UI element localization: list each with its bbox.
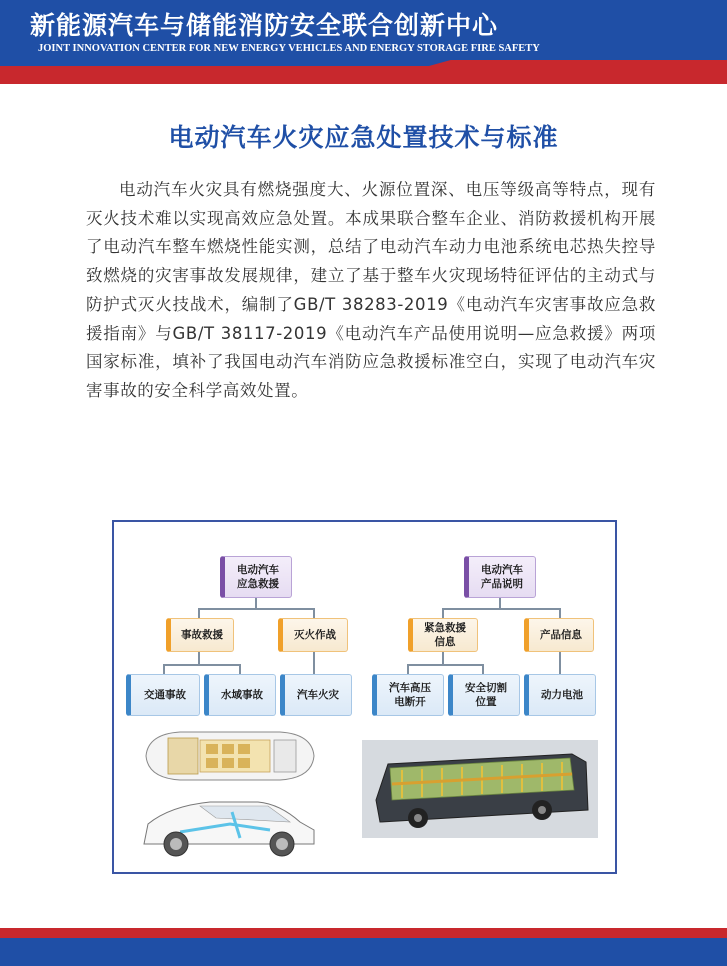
connector — [313, 652, 315, 674]
connector — [198, 652, 200, 664]
connector — [482, 664, 484, 674]
node-power-battery — [524, 674, 596, 716]
node-traffic-accident — [126, 674, 200, 716]
node-ev-emergency-rescue — [220, 556, 292, 598]
node-emergency-info — [408, 618, 478, 652]
car-illustration-svg — [140, 726, 318, 866]
connector — [255, 598, 257, 608]
node-label: 交通事故 — [144, 689, 186, 701]
connector — [442, 608, 444, 618]
node-label: 动力电池 — [541, 689, 583, 701]
connector — [313, 608, 315, 618]
connector — [407, 664, 483, 666]
node-label: 产品信息 — [540, 629, 582, 641]
footer-red-stripe — [0, 928, 727, 938]
connector — [407, 664, 409, 674]
node-ev-product-manual — [464, 556, 536, 598]
connector — [442, 608, 560, 610]
car-structure-illustration — [140, 726, 318, 866]
body-paragraph-text: 电动汽车火灾具有燃烧强度大、火源位置深、电压等级高等特点，现有灭火技术难以实现高效应急处置。本成果联合整车企业、消防救援机构开展了电动汽车整车燃烧性能实测，总结了电动汽车动力电池系统电芯热失控导致燃烧的灾害事故发展规律，建立了基于整车火灾现场特征评估的主动式与防护式灭火技战术，编制了GB/T 38283-2019《电动汽车灾害事故应急救援指南》与GB/T 38117-2019《电动汽车产品使用说明—应急救援》两项国家标准，填补了我国电动汽车消防应急救援标准空白，实现了电动汽车灾害事故的安全科学高效处置。 — [86, 180, 656, 400]
node-label: 电动汽车 产品说明 — [481, 564, 523, 590]
connector — [163, 664, 240, 666]
header-banner — [0, 0, 727, 66]
node-firefighting — [278, 618, 348, 652]
connector — [198, 608, 314, 610]
connector — [198, 608, 200, 618]
node-label: 安全切割 位置 — [465, 682, 507, 708]
header-title: 新能源汽车与储能消防安全联合创新中心 — [30, 11, 499, 40]
node-accident-rescue — [166, 618, 234, 652]
header-subtitle: JOINT INNOVATION CENTER FOR NEW ENERGY VEHICLES AND ENERGY STORAGE FIRE SAFETY — [38, 43, 540, 54]
node-label: 电动汽车 应急救援 — [237, 564, 279, 590]
figure-panel — [112, 520, 617, 874]
header-red-stripe — [0, 66, 727, 84]
node-vehicle-fire — [280, 674, 352, 716]
node-label: 汽车高压 电断开 — [389, 682, 431, 708]
connector — [163, 664, 165, 674]
node-safe-cut-position — [448, 674, 520, 716]
node-label: 紧急救援 信息 — [424, 622, 466, 648]
node-label: 灭火作战 — [294, 629, 336, 641]
bus-structure-illustration — [362, 740, 598, 838]
node-water-accident — [204, 674, 276, 716]
node-label: 事故救援 — [181, 629, 223, 641]
bus-illustration-svg — [362, 740, 598, 838]
connector — [559, 608, 561, 618]
node-label: 水域事故 — [221, 689, 263, 701]
node-product-info — [524, 618, 594, 652]
connector — [442, 652, 444, 664]
footer-blue-band — [0, 938, 727, 966]
body-paragraph — [86, 176, 656, 406]
connector — [499, 598, 501, 608]
node-label: 汽车火灾 — [297, 689, 339, 701]
connector — [239, 664, 241, 674]
page-title: 电动汽车火灾应急处置技术与标准 — [168, 123, 559, 152]
node-hv-disconnect — [372, 674, 444, 716]
connector — [559, 652, 561, 674]
